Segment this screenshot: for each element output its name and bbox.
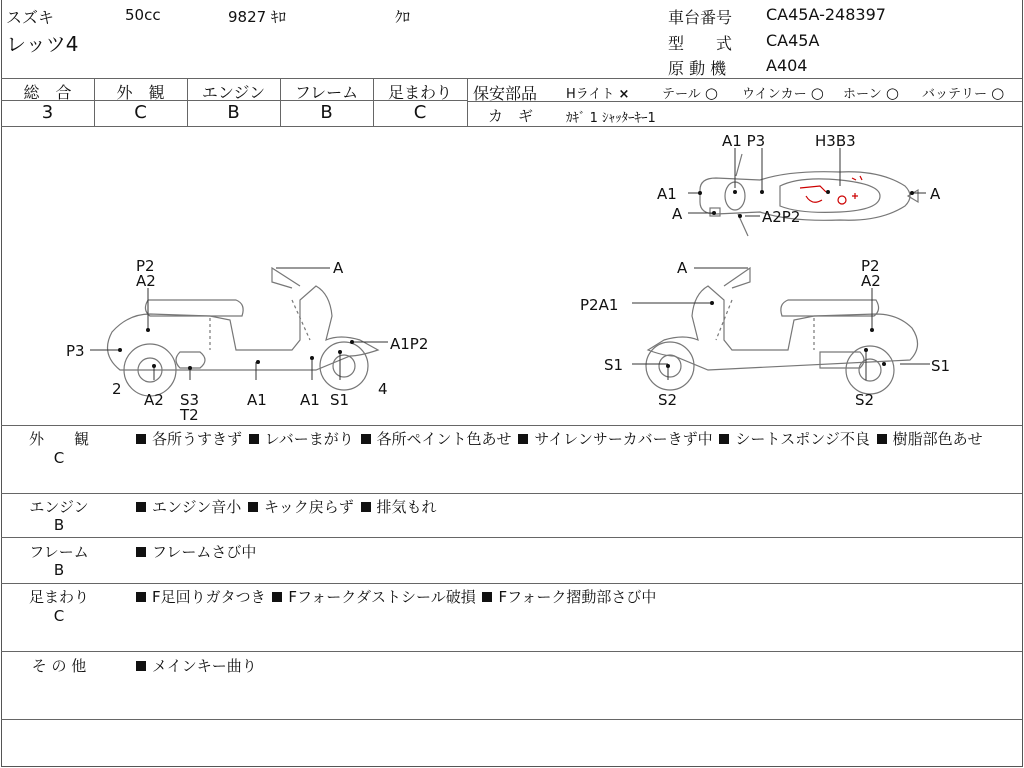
label-top-a1: A1 (657, 185, 677, 203)
label-left-a2: A2 (144, 391, 164, 409)
safety-item-headlight: Hライト × (566, 87, 630, 102)
detail-items: F足回りガタつき Fフォークダストシール破損 Fフォーク摺動部さび中 (134, 586, 656, 607)
bullet-icon (249, 434, 259, 444)
grade-label-overall: 総 合 (23, 83, 72, 102)
label-left-a1-b: A1 (300, 391, 320, 409)
label-right-s2-right: S2 (855, 391, 875, 409)
key-value: ｶｷﾞ 1 ｼｬｯﾀｰｷｰ1 (566, 111, 656, 126)
detail-category: エンジン (29, 498, 89, 516)
displacement: 50cc (125, 6, 161, 24)
type-value: CA45A (766, 31, 820, 50)
frame-no-label: 車台番号 (668, 8, 733, 27)
detail-grade: C (53, 449, 65, 467)
label-left-t2: T2 (180, 406, 199, 424)
detail-category: 足まわり (28, 588, 89, 606)
grade-label-exterior: 外 観 (116, 83, 165, 102)
detail-grade: B (53, 561, 65, 579)
label-right-p2a1: P2A1 (580, 296, 619, 314)
label-left-p3: P3 (66, 342, 85, 360)
key-label: カ ギ (488, 107, 534, 125)
bullet-icon (361, 434, 371, 444)
bullet-icon (518, 434, 528, 444)
grade-value-frame: B (320, 102, 333, 123)
bullet-icon (136, 592, 146, 602)
label-left-p2: P2 (136, 257, 155, 275)
detail-category: 外 観 (28, 430, 89, 448)
bullet-icon (136, 502, 146, 512)
label-right-a: A (677, 259, 688, 277)
label-left-a1p2: A1P2 (390, 335, 429, 353)
frame-no: CA45A-248397 (766, 5, 886, 24)
engine-label: 原 動 機 (668, 59, 727, 78)
label-top-a-right: A (930, 185, 941, 203)
label-right-a2: A2 (861, 272, 881, 290)
grade-label-frame: フレーム (294, 83, 359, 102)
label-right-s2-left: S2 (658, 391, 678, 409)
grid-line (1, 651, 1022, 652)
bullet-icon (482, 592, 492, 602)
mileage: 9827 ｷﾛ (228, 8, 286, 26)
grid-line (1, 425, 1022, 426)
engine-value: A404 (766, 56, 808, 75)
grade-label-suspension: 足まわり (387, 83, 452, 102)
label-top-a2p2: A2P2 (762, 208, 801, 226)
color: ｸﾛ (395, 8, 411, 26)
label-left-4: 4 (378, 380, 388, 398)
label-top-a-left: A (672, 205, 683, 223)
safety-item-horn: ホーン ○ (843, 84, 899, 102)
type-label: 型 式 (668, 34, 733, 53)
detail-items: フレームさび中 (134, 541, 256, 562)
label-left-a-handle: A (333, 259, 344, 277)
bullet-icon (719, 434, 729, 444)
bullet-icon (136, 661, 146, 671)
detail-items: メインキー曲り (134, 655, 257, 676)
safety-item-tail: テール ○ (662, 84, 718, 102)
maker-name: スズキ (6, 8, 55, 27)
bullet-icon (272, 592, 282, 602)
grade-value-overall: 3 (41, 102, 54, 123)
label-left-s3: S3 (180, 391, 200, 409)
label-right-s1-right: S1 (931, 357, 951, 375)
safety-title: 保安部品 (473, 84, 538, 103)
label-right-p2: P2 (861, 257, 880, 275)
grade-value-exterior: C (134, 102, 147, 123)
label-left-a1-a: A1 (247, 391, 267, 409)
bullet-icon (136, 434, 146, 444)
top-view-scooter (700, 154, 918, 236)
grid-line (1, 537, 1022, 538)
bullet-icon (136, 547, 146, 557)
grade-value-suspension: C (413, 102, 427, 123)
grade-label-engine: エンジン (201, 83, 266, 102)
bullet-icon (361, 502, 371, 512)
safety-item-battery: バッテリー ○ (922, 84, 1005, 102)
safety-item-winker: ウインカー ○ (742, 84, 824, 102)
detail-grade: B (53, 516, 65, 534)
label-left-s1: S1 (330, 391, 350, 409)
grade-value-engine: B (227, 102, 240, 123)
grid-line (1, 78, 1022, 79)
detail-items: エンジン音小 キック戻らず 排気もれ (134, 496, 437, 517)
grid-line (1, 493, 1022, 494)
detail-category: フレーム (29, 543, 89, 561)
bullet-icon (877, 434, 887, 444)
label-top-a1p3: A1 P3 (722, 132, 766, 150)
detail-grade: C (53, 607, 65, 625)
detail-category: そ の 他 (31, 657, 87, 675)
label-left-a2-top: A2 (136, 272, 156, 290)
grid-line (1, 583, 1022, 584)
detail-items: 各所うすきず レバーまがり 各所ペイント色あせ サイレンサーカバーきず中 シートスポンジ不良 樹脂部色あせ (134, 428, 1020, 450)
label-right-s1-left: S1 (604, 356, 624, 374)
label-top-h3b3: H3B3 (815, 132, 856, 150)
grid-line (1, 719, 1022, 720)
bullet-icon (248, 502, 258, 512)
model-name: レッツ4 (6, 32, 79, 56)
label-left-2: 2 (112, 380, 122, 398)
grid-line (467, 78, 468, 126)
